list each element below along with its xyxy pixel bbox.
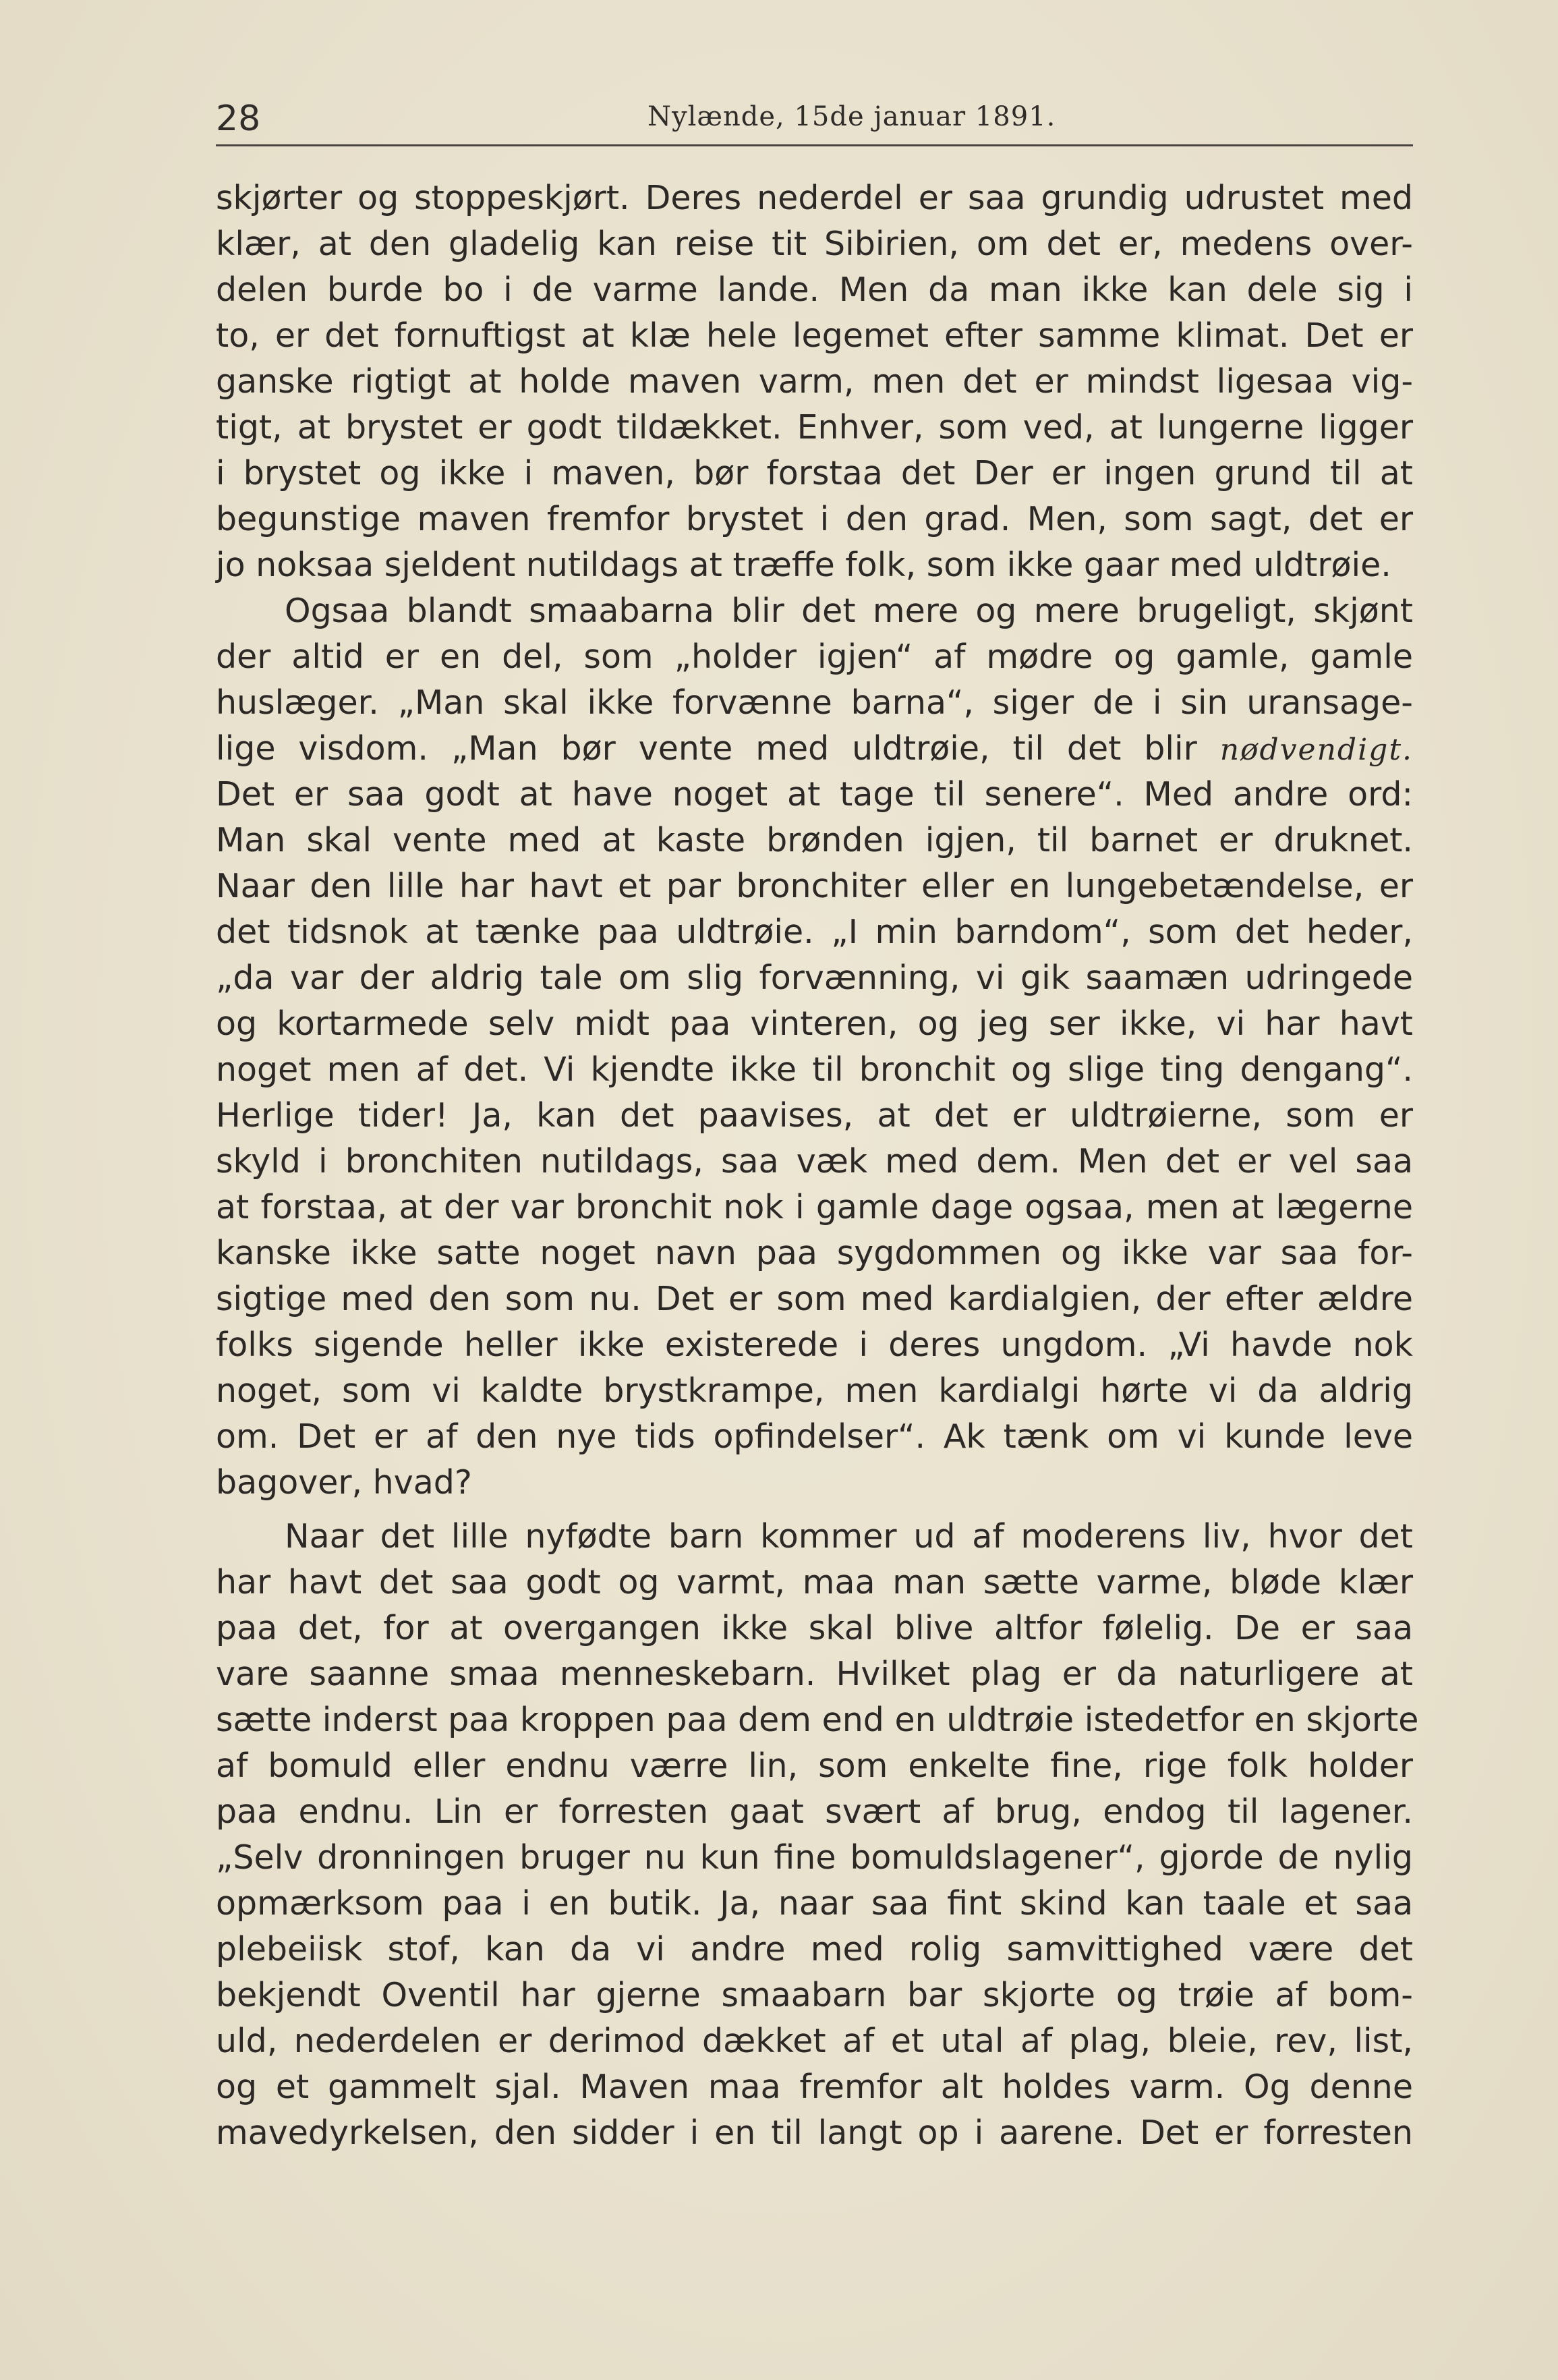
text-line: der altid er en del, som „holder igjen“ af mødre og gamle, gamle xyxy=(216,638,1413,676)
text-line: af bomuld eller endnu værre lin, som enkelte fine, rige folk holder xyxy=(216,1747,1413,1785)
text-line: Naar den lille har havt et par bronchiter eller en lungebetændelse, er xyxy=(216,867,1413,905)
text-line: Det er saa godt at have noget at tage til senere“. Med andre ord: xyxy=(216,775,1413,814)
text-line: sætte inderst paa kroppen paa dem end en uldtrøie istedetfor en skjorte xyxy=(216,1701,1419,1739)
text-line: huslæger. „Man skal ikke forvænne barna“, siger de i sin uransage- xyxy=(216,683,1413,722)
text-line: tigt, at brystet er godt tildækket. Enhver, som ved, at lungerne ligger xyxy=(216,408,1413,447)
text-line: „da var der aldrig tale om slig forvænning, vi gik saamæn udringede xyxy=(216,959,1413,997)
text-line: jo noksaa sjeldent nutildags at træffe folk, som ikke gaar med uldtrøie. xyxy=(216,546,1391,584)
text-line: bekjendt Oventil har gjerne smaabarn bar skjorte og trøie af bom- xyxy=(216,1976,1413,2014)
text-line: Naar det lille nyfødte barn kommer ud af moderens liv, hvor det xyxy=(285,1517,1413,1556)
text-line: mavedyrkelsen, den sidder i en til langt op i aarene. Det er forresten xyxy=(216,2114,1413,2152)
text-line: vare saanne smaa menneskebarn. Hvilket plag er da naturligere at xyxy=(216,1655,1413,1693)
text-line: i brystet og ikke i maven, bør forstaa det Der er ingen grund til at xyxy=(216,454,1413,492)
article-body xyxy=(216,175,1419,2156)
text-line: Herlige tider! Ja, kan det paavises, at det er uldtrøierne, som er xyxy=(216,1096,1413,1135)
text-line: delen burde bo i de varme lande. Men da man ikke kan dele sig i xyxy=(216,271,1413,309)
text-line: to, er det fornuftigst at klæ hele legemet efter samme klimat. Det er xyxy=(216,316,1413,355)
text-line: begunstige maven fremfor brystet i den grad. Men, som sagt, det er xyxy=(216,500,1413,538)
text-line: om. Det er af den nye tids opfindelser“. Ak tænk om vi kunde leve xyxy=(216,1417,1413,1456)
text-line: noget men af det. Vi kjendte ikke til bronchit og slige ting dengang“. xyxy=(216,1050,1413,1089)
text-line: kanske ikke satte noget navn paa sygdommen og ikke var saa for- xyxy=(216,1234,1413,1272)
page-number: 28 xyxy=(216,98,261,139)
text-line: og et gammelt sjal. Maven maa fremfor alt holdes varm. Og denne xyxy=(216,2068,1413,2106)
text-line: skjørter og stoppeskjørt. Deres nederdel er saa grundig udrustet med xyxy=(216,179,1413,217)
text-line-part: lige visdom. „Man bør vente med uldtrøie, til det blir xyxy=(216,729,1197,768)
text-line: at forstaa, at der var bronchit nok i gamle dage ogsaa, men at lægerne xyxy=(216,1188,1413,1226)
text-line: noget, som vi kaldte brystkrampe, men kardialgi hørte vi da aldrig xyxy=(216,1371,1413,1410)
text-line: plebeiisk stof, kan da vi andre med rolig samvittighed være det xyxy=(216,1930,1413,1968)
text-line: Man skal vente med at kaste brønden igjen, til barnet er druknet. xyxy=(216,821,1413,859)
text-line: Ogsaa blandt smaabarna blir det mere og mere brugeligt, skjønt xyxy=(285,592,1413,630)
paragraph-3 xyxy=(216,1514,1419,2156)
text-line: det tidsnok at tænke paa uldtrøie. „I min barndom“, som det heder, xyxy=(216,913,1413,951)
text-line: sigtige med den som nu. Det er som med kardialgien, der efter ældre xyxy=(216,1280,1413,1318)
text-line: „Selv dronningen bruger nu kun fine bomuldslagener“, gjorde de nylig xyxy=(216,1838,1413,1877)
text-line: klær, at den gladelig kan reise tit Sibirien, om det er, medens over- xyxy=(216,225,1413,263)
paragraph-2 xyxy=(216,588,1413,1506)
text-line: har havt det saa godt og varmt, maa man sætte varme, bløde klær xyxy=(216,1563,1413,1602)
text-line: skyld i bronchiten nutildags, saa væk med dem. Men det er vel saa xyxy=(216,1142,1413,1181)
text-line: paa det, for at overgangen ikke skal blive altfor følelig. De er saa xyxy=(216,1609,1413,1647)
text-line: paa endnu. Lin er forresten gaat svært af brug, endog til lagener. xyxy=(216,1792,1413,1831)
paragraph-gap xyxy=(216,1506,1413,1514)
text-line: opmærksom paa i en butik. Ja, naar saa fint skind kan taale et saa xyxy=(216,1884,1413,1923)
header-rule xyxy=(216,144,1413,146)
text-line: bagover, hvad? xyxy=(216,1463,472,1502)
running-head: Nylænde, 15de januar 1891. xyxy=(647,101,1056,132)
text-line-with-emphasis xyxy=(216,726,1413,772)
text-line: ganske rigtigt at holde maven varm, men det er mindst ligesaa vig- xyxy=(216,362,1413,401)
text-line: folks sigende heller ikke existerede i deres ungdom. „Vi havde nok xyxy=(216,1326,1413,1364)
text-line: og kortarmede selv midt paa vinteren, og jeg ser ikke, vi har havt xyxy=(216,1004,1413,1043)
paragraph-1 xyxy=(216,175,1413,588)
emphasized-word: nødvendigt. xyxy=(1219,733,1413,767)
page-header xyxy=(216,94,1416,142)
text-line: uld, nederdelen er derimod dækket af et utal af plag, bleie, rev, list, xyxy=(216,2022,1413,2060)
